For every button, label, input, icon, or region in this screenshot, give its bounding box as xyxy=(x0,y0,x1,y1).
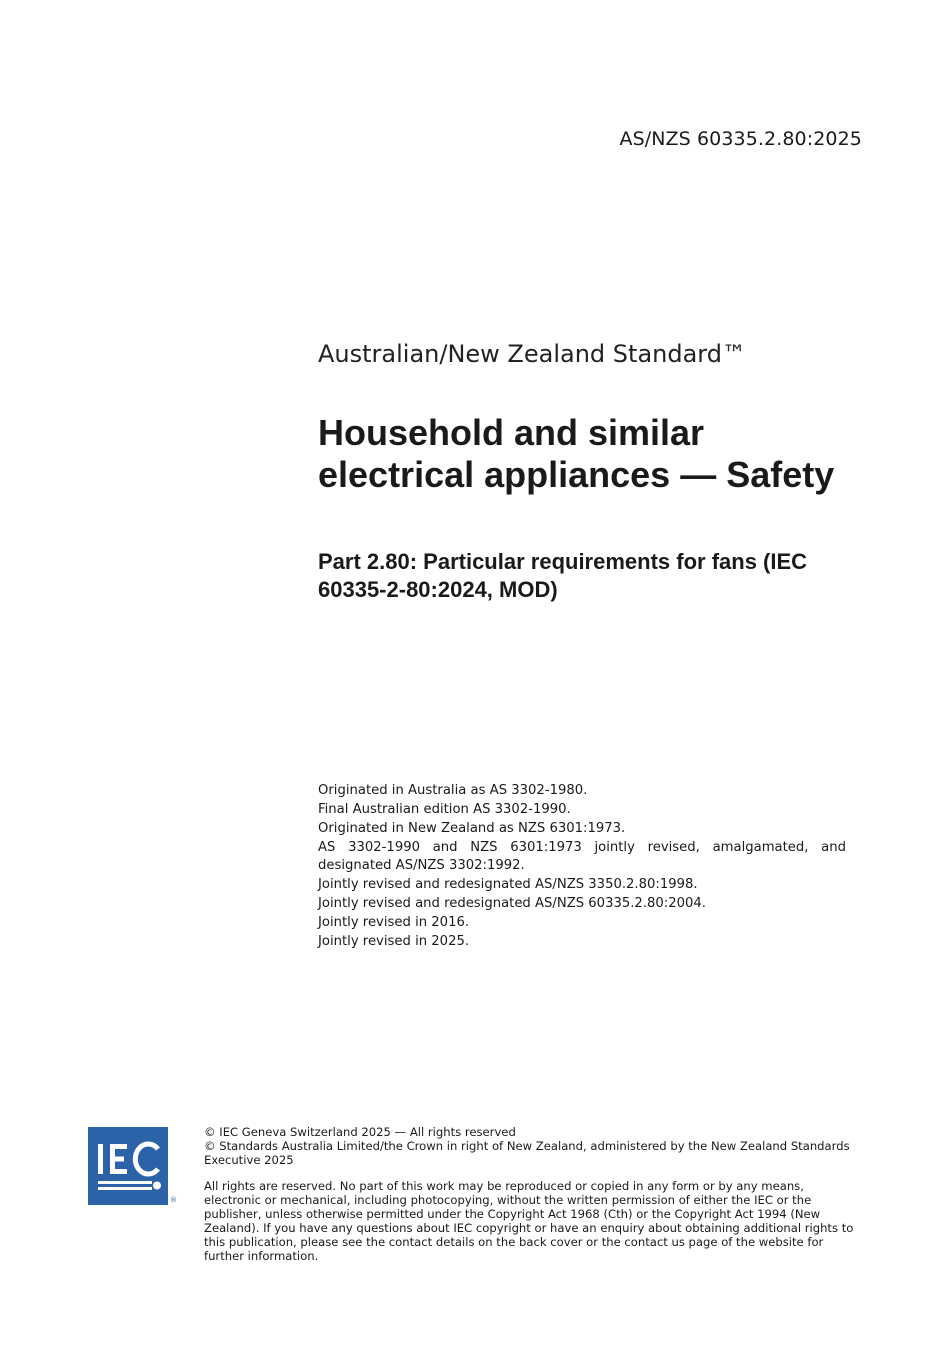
history-item: Jointly revised in 2025. xyxy=(318,933,470,949)
rights-notice: All rights are reserved. No part of this work may be reproduced or copied in any form or by any means, electronic or mechanical, including photocopying, without the written permission of either the IEC or the publisher, unless otherwise permitted under the Copyright Act 1968 (Cth) or the Copyright Act 1994 (New Zealand). If you have any questions about IEC copyright or have an enquiry about obtaining additional rights to this publication, please see the contact details on the back cover or the contact us page of the website for further information. xyxy=(204,1179,854,1263)
document-id: AS/NZS 60335.2.80:2025 xyxy=(619,128,862,150)
copyright-line-sa: © Standards Australia Limited/the Crown in right of New Zealand, administered by the New Zealand Standards Executive 2025 xyxy=(204,1139,850,1167)
history-item: Originated in Australia as AS 3302-1980. xyxy=(318,783,588,798)
iec-logo xyxy=(88,1127,168,1205)
document-title: Household and similar electrical appliances — Safety xyxy=(318,412,835,495)
history-item: Jointly revised in 2016. xyxy=(318,914,470,930)
document-subtitle: Part 2.80: Particular requirements for fans (IEC 60335-2-80:2024, MOD) xyxy=(318,549,808,602)
history-item: Originated in New Zealand as NZS 6301:1973. xyxy=(318,821,626,836)
publication-history xyxy=(318,782,846,952)
iec-logo-mark xyxy=(88,1127,168,1205)
history-item: AS 3302-1990 and NZS 6301:1973 jointly revised, amalgamated, and designated AS/NZS 3302:1992. xyxy=(318,840,846,873)
history-item: Jointly revised and redesignated AS/NZS 60335.2.80:2004. xyxy=(318,895,706,911)
history-item: Final Australian edition AS 3302-1990. xyxy=(318,802,571,817)
copyright-line-iec: © IEC Geneva Switzerland 2025 — All rights reserved xyxy=(204,1125,516,1139)
history-item: Jointly revised and redesignated AS/NZS 3350.2.80:1998. xyxy=(318,876,698,892)
standard-kind-label: Australian/New Zealand Standard™ xyxy=(318,340,746,368)
copyright-block xyxy=(204,1125,864,1263)
registered-mark: ® xyxy=(170,1196,177,1204)
